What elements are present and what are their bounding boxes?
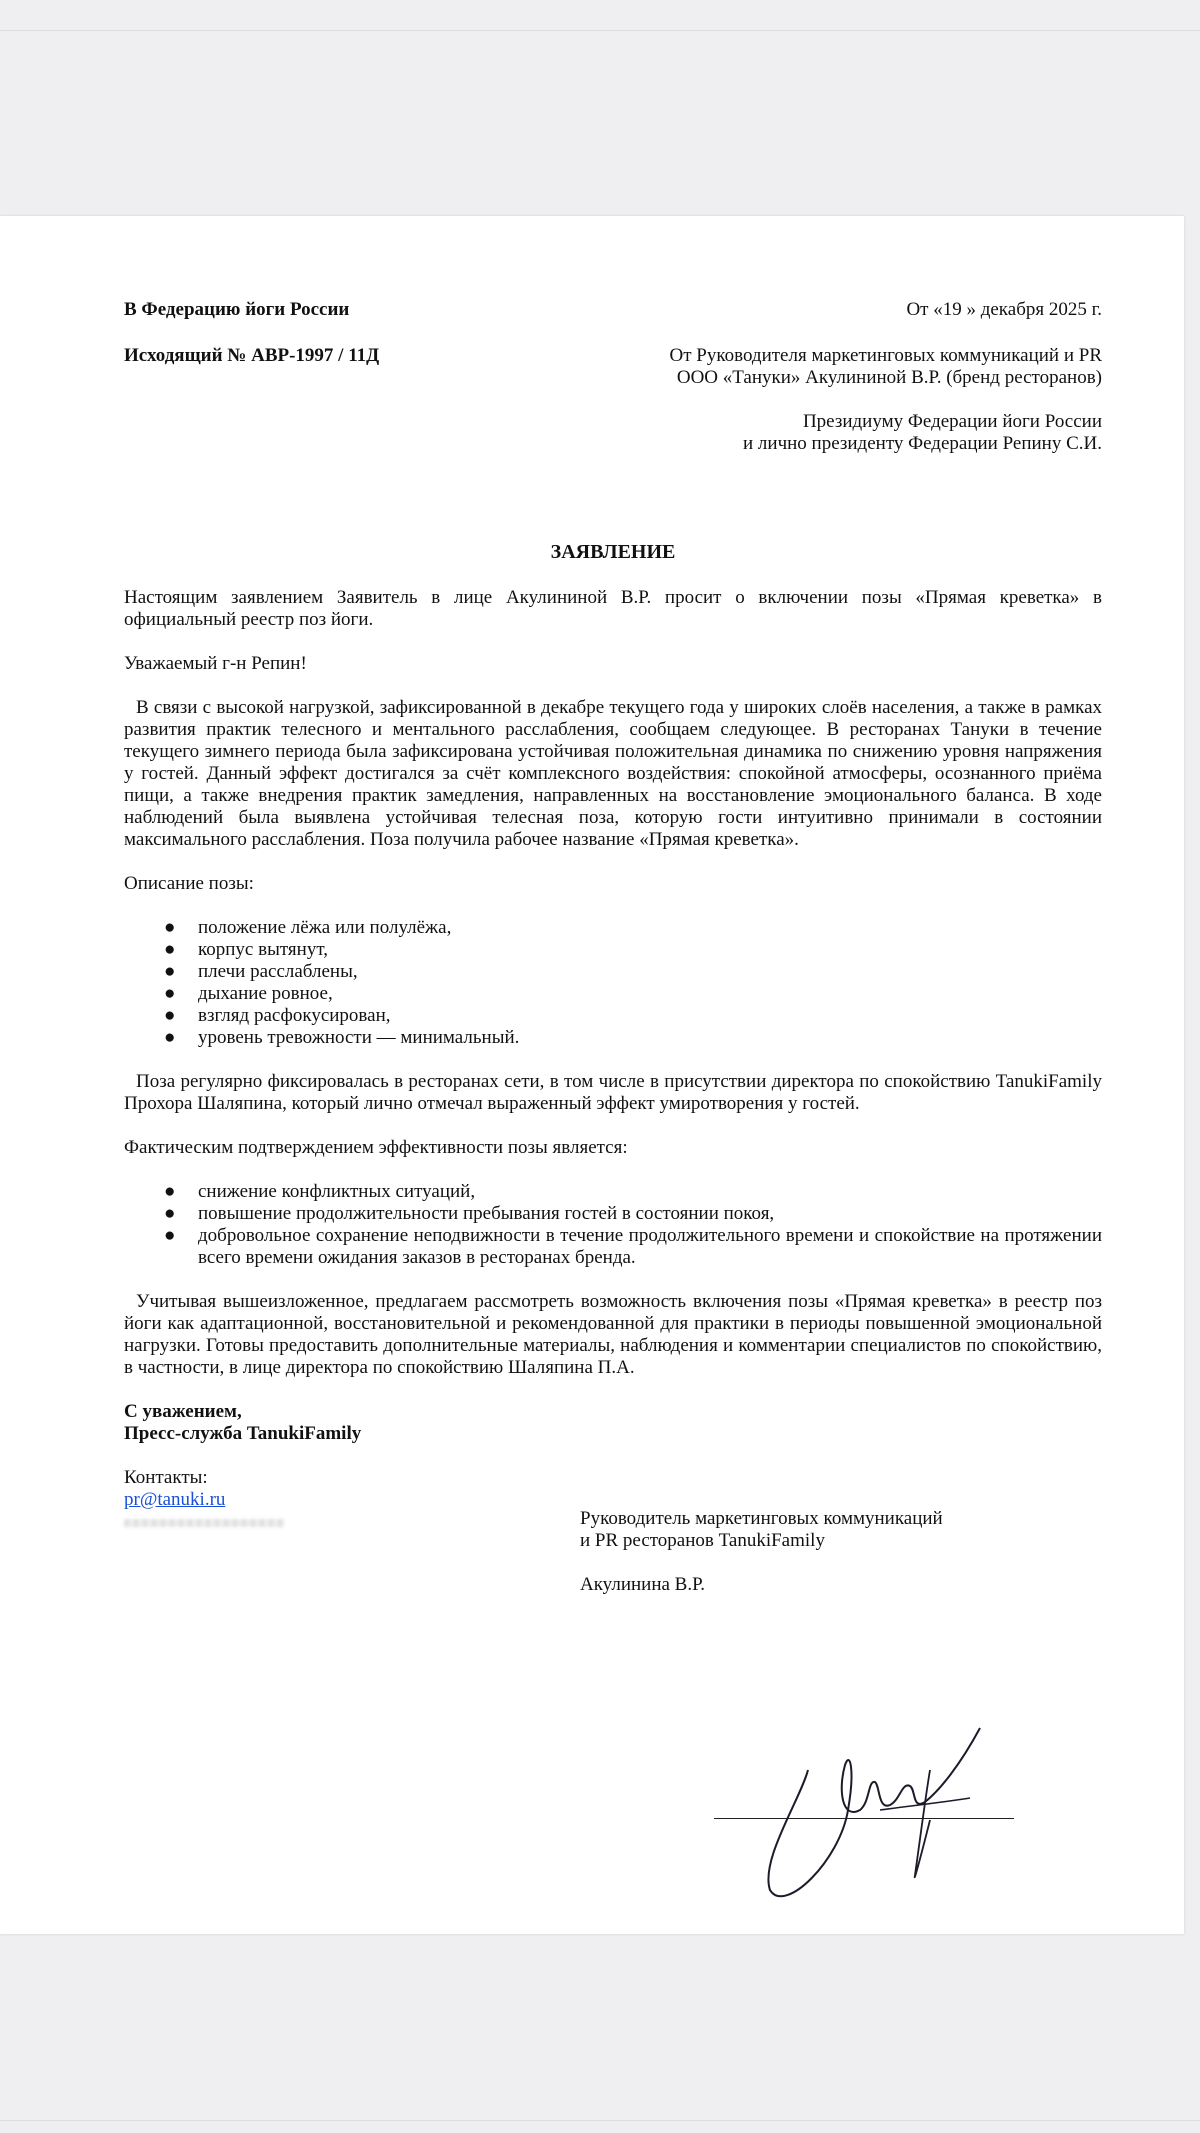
contacts-label: Контакты: [124,1467,208,1488]
pose-description-list [124,917,1102,1049]
document-title: ЗАЯВЛЕНИЕ [550,541,676,563]
header-row-2 [124,345,1102,389]
document-body [124,299,1102,1533]
evidence-list [124,1181,1102,1269]
pose-description-heading: Описание позы: [124,873,254,894]
to-organization: В Федерацию йоги России [124,299,350,320]
sender-block [670,345,1102,389]
bullet-icon: ● [164,961,176,982]
greeting: Уважаемый г-н Репин! [124,653,307,674]
bullet-icon: ● [164,1203,176,1224]
outgoing-number: Исходящий № АВР-1997 / 11Д [124,345,380,366]
list-item: ● плечи расслаблены, [164,961,358,982]
list-item: ● снижение конфликтных ситуаций, [164,1181,476,1202]
paragraph-observation: Поза регулярно фиксировалась в ресторанах сети, в том числе в присутствии директора по спокойствию TanukiFamily Прохора Шаляпина, который лично отмечал выраженный эффект умиротворения у гостей. [124,1071,1102,1114]
intro-paragraph: Настоящим заявлением Заявитель в лице Акулининой В.Р. просит о включении позы «Прямая креветка» в официальный реестр поз йоги. [124,587,1102,630]
redacted-phone [124,1519,284,1527]
list-item: ● взгляд расфокусирован, [164,1005,391,1026]
list-item: ● добровольное сохранение неподвижности в течение продолжительного времени и спокойствие на протяжении всего времени ожидания заказов в ресторанах бренда. [164,1225,1102,1268]
document-page [0,216,1184,1934]
top-divider [0,30,1200,31]
signature-title-1: Руководитель маркетинговых коммуникаций [580,1508,943,1529]
paragraph-context: В связи с высокой нагрузкой, зафиксированной в декабре текущего года у широких слоёв населения, а также в рамках развития практик телесного и ментального расслабления, сообщаем следующее. В ресторанах Тануки в течение текущего зимнего периода была зафиксирована устойчивая положительная динамика по снижению уровня напряжения у гостей. Данный эффект достигался за счёт комплексного воздействия: спокойной атмосферы, осознанного приёма пищи, а также внедрения практик замедления, направленных на восстановление эмоционального баланса. В ходе наблюдений была выявлена устойчивая телесная поза, которую гости интуитивно принимали в состоянии максимального расслабления. Поза получила рабочее название «Прямая креветка». [124,697,1102,850]
handwritten-signature [730,1710,990,1910]
addressee-line-1: Президиуму Федерации йоги России [802,411,1102,432]
paragraph-proposal: Учитывая вышеизложенное, предлагаем рассмотреть возможность включения позы «Прямая креветка» в реестр поз йоги как адаптационной, восстановительной и рекомендованной для практики в периоды повышенной эмоциональной нагрузки. Готовы предоставить дополнительные материалы, наблюдения и комментарии специалистов по спокойствию, в частности, в лице директора по спокойствию Шаляпина П.А. [124,1291,1102,1378]
bullet-icon: ● [164,1005,176,1026]
header-row-1 [124,299,1102,321]
signature-block [580,1508,1040,1596]
bullet-icon: ● [164,917,176,938]
list-item: ● положение лёжа или полулёжа, [164,917,452,938]
closing-line-1: С уважением, [124,1401,242,1422]
list-item: ● повышение продолжительности пребывания гостей в состоянии покоя, [164,1203,775,1224]
evidence-heading: Фактическим подтверждением эффективности позы является: [124,1137,628,1158]
signature-name: Акулинина В.Р. [580,1574,706,1595]
closing-line-2: Пресс-служба TanukiFamily [124,1423,362,1444]
document-date: От «19 » декабря 2025 г. [906,299,1102,320]
list-item: ● корпус вытянут, [164,939,328,960]
bullet-icon: ● [164,983,176,1004]
signature-title-2: и PR ресторанов TanukiFamily [580,1530,825,1551]
bullet-icon: ● [164,1027,176,1048]
addressee-block [124,411,1102,455]
bottom-divider [0,2120,1200,2121]
list-item: ● дыхание ровное, [164,983,333,1004]
closing-block [124,1401,1102,1445]
sender-line-1: От Руководителя маркетинговых коммуникаций и PR [669,345,1102,366]
bullet-icon: ● [164,939,176,960]
sender-line-2: ООО «Тануки» Акулининой В.Р. (бренд ресторанов) [676,367,1102,388]
addressee-line-2: и лично президенту Федерации Репину С.И. [743,433,1102,454]
list-item: ● уровень тревожности — минимальный. [164,1027,520,1048]
contacts-email-link[interactable]: pr@tanuki.ru [124,1489,226,1510]
bullet-icon: ● [164,1181,176,1202]
bullet-icon: ● [164,1225,176,1246]
